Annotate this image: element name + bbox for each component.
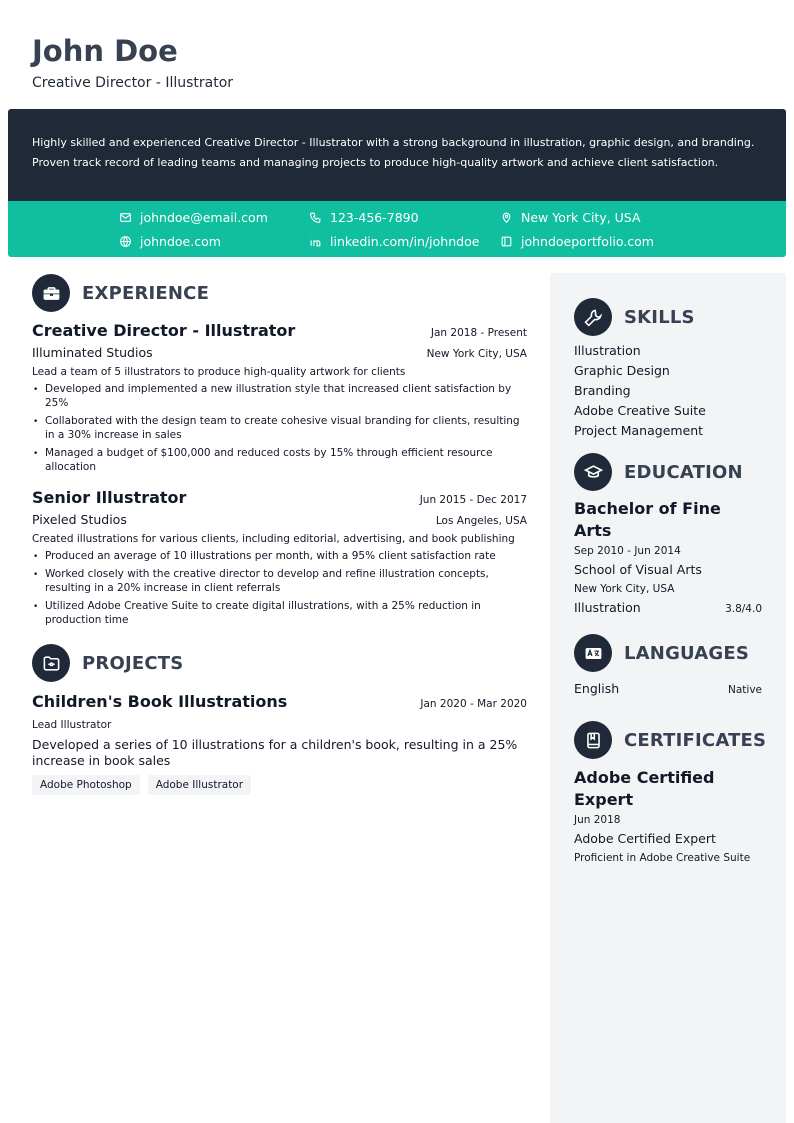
experience-title: EXPERIENCE [82, 282, 210, 304]
contact-bar [8, 201, 786, 257]
contact-website-text: johndoe.com [140, 233, 221, 249]
education-entry [574, 498, 762, 618]
linkedin-icon [309, 235, 322, 248]
skill-item: Graphic Design [574, 363, 670, 378]
experience-entry [32, 320, 527, 474]
mail-icon [119, 211, 132, 224]
certificate-date: Jun 2018 [574, 814, 621, 826]
job-bullet: • Produced an average of 10 illustrations per month, with a 95% client satisfaction rate [32, 549, 527, 563]
project-title: Children's Book Illustrations [32, 692, 288, 711]
job-bullet: • Utilized Adobe Creative Suite to create digital illustrations, with a 25% reduction in production time [32, 599, 527, 627]
education-field: Illustration [574, 600, 641, 615]
job-bullets [32, 382, 527, 474]
certificate-description: Proficient in Adobe Creative Suite [574, 852, 751, 864]
contact-portfolio-text: johndoeportfolio.com [521, 233, 654, 249]
certificate-name: Adobe Certified Expert [574, 768, 715, 809]
project-role: Lead Illustrator [32, 719, 112, 731]
project-tags [32, 775, 527, 795]
education-gpa: 3.8/4.0 [725, 603, 762, 615]
language-item [574, 679, 762, 699]
language-name: English [574, 681, 620, 696]
job-bullet: • Managed a budget of $100,000 and reduced costs by 15% through efficient resource allocation [32, 446, 527, 474]
briefcase-icon [32, 274, 70, 312]
portfolio-icon [500, 235, 513, 248]
sidebar [550, 273, 786, 1123]
job-description: Lead a team of 5 illustrators to produce high-quality artwork for clients [32, 366, 406, 378]
skills-header [574, 297, 762, 337]
contact-email-text: johndoe@email.com [140, 209, 268, 225]
contact-email[interactable] [119, 207, 268, 227]
skill-item: Project Management [574, 423, 704, 438]
project-entry [32, 691, 527, 795]
globe-icon [119, 235, 132, 248]
education-degree: Bachelor of Fine Arts [574, 499, 721, 540]
summary-text: Highly skilled and experienced Creative Director - Illustrator with a strong background in illustration, graphic design, and branding. Proven track record of leading teams and managing projects to produce high-quality artwork and achieve client satisfaction. [32, 136, 755, 169]
summary-box [8, 109, 786, 201]
job-location: New York City, USA [426, 348, 527, 360]
contact-location [500, 207, 641, 227]
skill-item: Adobe Creative Suite [574, 403, 706, 418]
languages-title: LANGUAGES [624, 642, 750, 664]
job-bullet: • Developed and implemented a new illustration style that increased client satisfaction by 25% [32, 382, 527, 410]
main-column [32, 273, 527, 795]
education-location: New York City, USA [574, 583, 675, 595]
projects-title: PROJECTS [82, 652, 184, 674]
job-date: Jun 2015 - Dec 2017 [419, 494, 527, 506]
certificate-entry [574, 767, 762, 867]
contact-phone-text: 123-456-7890 [330, 209, 419, 225]
map-pin-icon [500, 211, 513, 224]
job-bullet: • Worked closely with the creative director to develop and refine illustration concepts, resulting in a 20% increase in client referrals [32, 567, 527, 595]
job-bullet: • Collaborated with the design team to create cohesive visual branding for clients, resulting in a 30% increase in sales [32, 414, 527, 442]
languages-header [574, 633, 762, 673]
certificate-issuer: Adobe Certified Expert [574, 831, 716, 846]
education-school: School of Visual Arts [574, 562, 702, 577]
skill-item: Branding [574, 383, 631, 398]
contact-linkedin-text: linkedin.com/in/johndoe [330, 233, 480, 249]
contact-portfolio[interactable] [500, 231, 654, 251]
skills-list [574, 341, 762, 441]
job-bullets [32, 549, 527, 627]
skill-item: Illustration [574, 343, 641, 358]
skills-title: SKILLS [624, 306, 695, 328]
contact-linkedin[interactable] [309, 231, 479, 251]
education-header [574, 452, 762, 492]
job-title: Creative Director - Illustrator [32, 321, 296, 340]
candidate-title: Creative Director - Illustrator [32, 75, 234, 91]
job-company: Pixeled Studios [32, 512, 127, 527]
translate-icon [574, 634, 612, 672]
candidate-name: John Doe [32, 34, 178, 68]
projects-header [32, 643, 527, 683]
wrench-icon [574, 298, 612, 336]
project-date: Jan 2020 - Mar 2020 [420, 698, 527, 710]
contact-website[interactable] [119, 231, 221, 251]
job-date: Jan 2018 - Present [430, 327, 527, 339]
job-title: Senior Illustrator [32, 488, 187, 507]
language-level: Native [728, 684, 762, 696]
certificates-header [574, 720, 767, 760]
job-location: Los Angeles, USA [435, 515, 527, 527]
graduation-cap-icon [574, 453, 612, 491]
resume-header [32, 32, 233, 92]
project-description: Developed a series of 10 illustrations for a children's book, resulting in a 25% increase in book sales [32, 737, 518, 768]
certificates-title: CERTIFICATES [624, 729, 767, 751]
tag: Adobe Illustrator [148, 775, 251, 795]
experience-header [32, 273, 527, 313]
education-title: EDUCATION [624, 461, 743, 483]
job-description: Created illustrations for various clients, including editorial, advertising, and book publishing [32, 533, 515, 545]
experience-entry [32, 487, 527, 627]
certificate-book-icon [574, 721, 612, 759]
contact-location-text: New York City, USA [521, 209, 641, 225]
contact-phone[interactable] [309, 207, 419, 227]
education-date: Sep 2010 - Jun 2014 [574, 545, 681, 557]
phone-icon [309, 211, 322, 224]
job-company: Illuminated Studios [32, 345, 153, 360]
folder-icon [32, 644, 70, 682]
tag: Adobe Photoshop [32, 775, 140, 795]
